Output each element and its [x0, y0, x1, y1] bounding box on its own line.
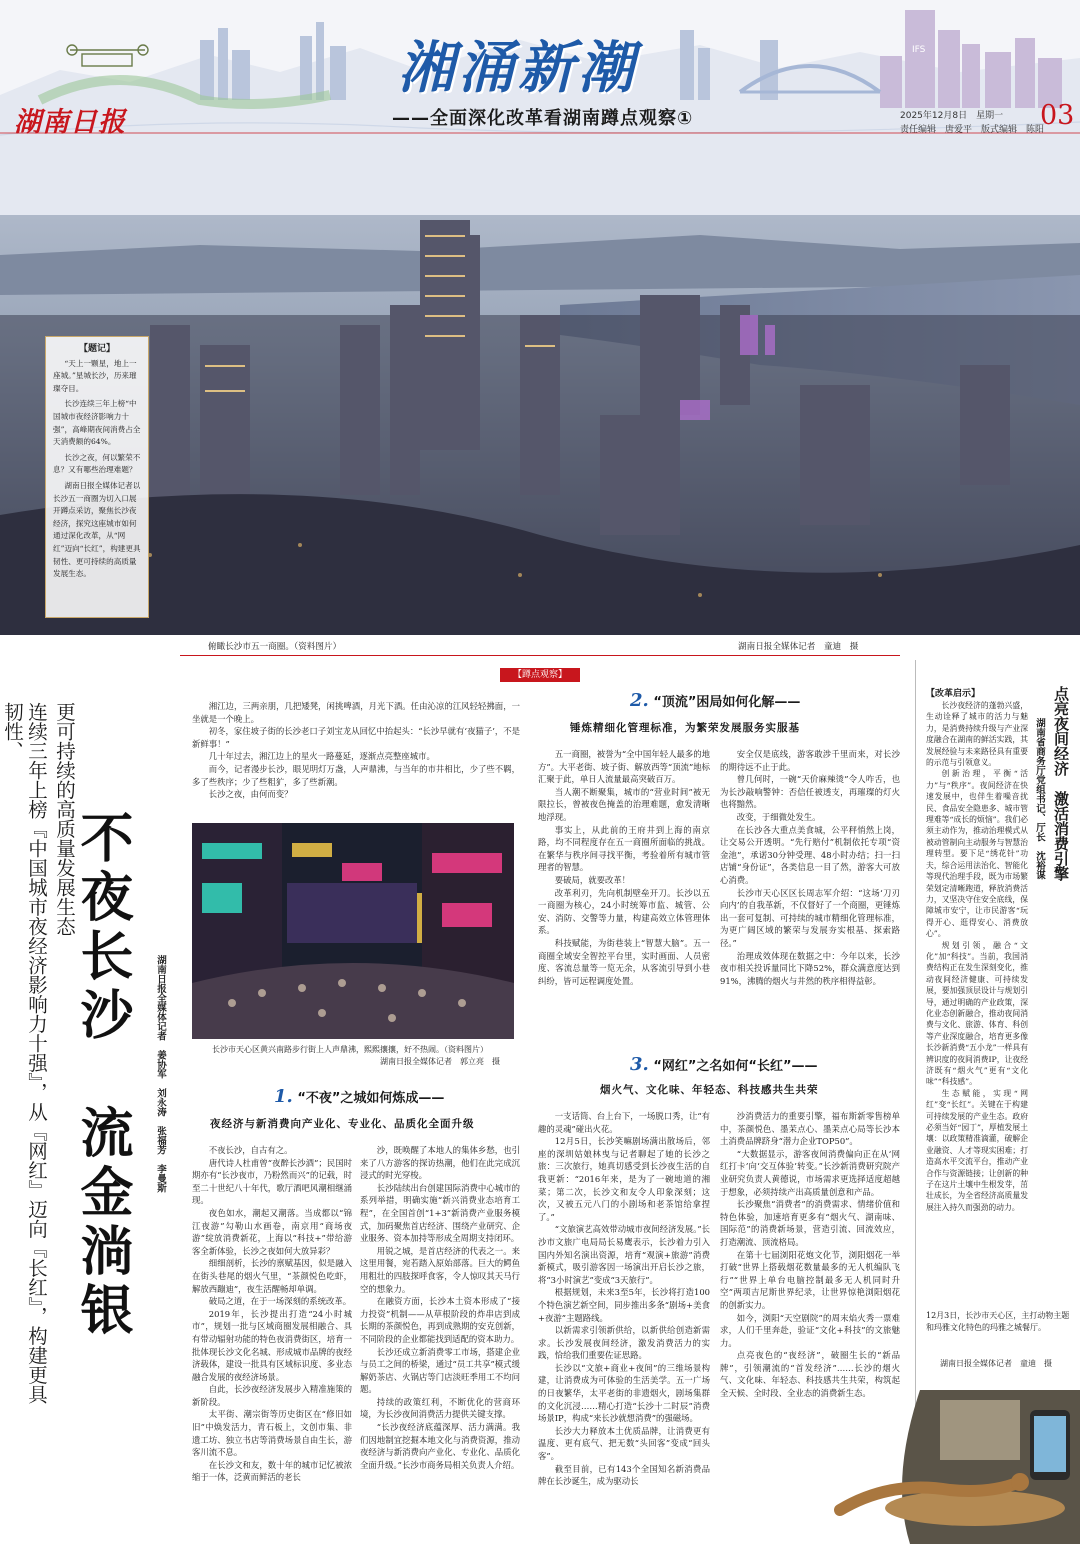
section-number: 3.: [630, 1054, 649, 1075]
body-paragraph: 长沙还成立新消费零工市场，搭建企业与员工之间的桥梁，通过“员工共享”模式缓解奶茶店、火锅店等门店淡旺季用工不均问题。: [360, 1346, 520, 1395]
body-paragraph: 如今，浏阳“天空剧院”的周末焰火秀一票难求，人们千里奔赴，验证“文化+科技”的文旅魅力。: [720, 1312, 900, 1348]
preface-heading: 【题记】: [78, 344, 115, 354]
body-paragraph: 当人潮不断聚集，城市的“营业时间”被无限拉长，曾被夜色掩盖的治理难题，愈发清晰地浮现。: [538, 786, 710, 822]
sidebar-paragraph: 规划引领，融合“文化”加“科技”。当前，我国消费结构正在发生深刻变化，推动夜间经济健康、可持续发展，要加强顶层设计与规划引导，通过明确的产业政策，深化业态创新融合，推动夜间消费与文化、旅游、体育、科创等产业深度融合，培育更多像长沙新消费“五小龙”一样具有辨识度的夜间消费IP，让夜经济既有“烟火气”更有“文化味”“科技感”。: [926, 940, 1028, 1087]
hero-credit: 湖南日报全媒体记者 童迪 摄: [738, 642, 859, 652]
body-paragraph: 持续的政策红利，不断优化的营商环境，为长沙夜间消费活力提供关键支撑。: [360, 1396, 520, 1420]
preface-paragraph: 湖南日报全媒体记者以长沙五一商圈为切入口展开蹲点采访，聚焦长沙夜经济，探究这座城市如何通过深化改革，从“网红”迈向“长红”，构建更具韧性、更可持续的高质量发展生态。: [53, 480, 141, 579]
body-paragraph: 太平街、潮宗街等历史街区在“修旧如旧”中焕发活力，青石板上，文创市集、非遗工坊、独立书店等消费场景自由生长，游客川流不息。: [192, 1409, 352, 1458]
body-paragraph: 在长沙文和友，数十年的城市记忆被浓缩于一体，泛黄而鲜活的老长: [192, 1459, 352, 1483]
headline-subtitle-line-1: 更可持续的高质量发展生态: [53, 702, 76, 936]
body-paragraph: 五一商圈，被誉为“全中国年轻人最多的地方”。大平老街、坡子街、解放西等“顶流”地标汇聚于此，单日人流量最高突破百万。: [538, 749, 710, 785]
body-paragraph: 治理成效体现在数据之中：今年以来，长沙夜市相关投诉量同比下降52%，群众满意度达到91%，沸腾的烟火与井然的秩序相得益彰。: [720, 950, 900, 986]
section-2-heading: [630, 690, 800, 711]
page-number: 03: [1040, 100, 1075, 131]
section-2-subtitle: 锤炼精细化管理标准，为繁荣发展服务实服基: [570, 722, 800, 734]
preface-paragraph: 长沙之夜，何以繁荣不息？又有哪些治理难题？: [53, 452, 141, 475]
byline: 湖南日报全媒体记者 姜协军 刘永涛 张福芳 李曼斯: [155, 955, 166, 1193]
section-number: 1.: [274, 1086, 293, 1107]
hero-caption: 俯瞰长沙市五一商圈。（资料图片）: [208, 642, 342, 652]
body-paragraph: 要破局，就要改革！: [554, 874, 631, 885]
body-paragraph: 在长沙各大重点美食城，公平秤悄然上岗，让交易公开透明。“先行赔付”机制依托专项“资金池”，承诺30分钟受理、48小时办结；扫一扫店铺“身份证”，各类信息一目了然，游客大可放心消费。: [720, 824, 900, 885]
body-paragraph: 破局之道，在于一场深刻的系统改革。: [208, 1296, 352, 1307]
preface-paragraph: “天上一颗星，地上一座城。”星城长沙，历来璀璨夺目。: [53, 358, 137, 393]
street-night-photo: [192, 823, 514, 1039]
main-headline: 不夜长沙 流金淌银: [72, 810, 133, 1341]
editor-credit: 责任编辑 唐爱平 版式编辑 陈阳: [900, 125, 1045, 135]
series-title: ——全面深化改革看湖南蹲点观察①: [392, 108, 694, 129]
lizard-restaurant-photo: [720, 1390, 1080, 1544]
body-paragraph: 截至目前，已有143个全国知名新消费品牌在长沙诞生，成为驱动长: [538, 1463, 710, 1487]
sidebar-photo-caption: 12月3日，长沙市天心区，主打动物主题和玛雅文化特色的玛雅之城餐厅。: [926, 1311, 1070, 1332]
section-title: “顶流”困局如何化解——: [653, 695, 801, 710]
body-paragraph: 用锐之城，是首店经济的代表之一。来这里用餐，宛若踏入原始部落。巨大的鳄鱼用粗壮的四肢探呼食客，令人惊叹其天马行空的想象力。: [360, 1245, 520, 1294]
masthead: [0, 0, 1080, 215]
section-3-column-a: [538, 1110, 710, 1540]
section-1-column-b: [360, 1144, 520, 1471]
body-paragraph: 安全仅是底线，游客敢涉千里而来，对长沙的期待远不止于此。: [720, 749, 900, 772]
preface-box: [45, 336, 149, 618]
body-paragraph: 在第十七届浏阳花炮文化节，浏阳烟花一举打破“世界上搭载烟花数量最多的无人机编队飞行”“世界上单台电脑控制最多无人机同时升空”两项吉尼斯世界纪录，让世界惊艳浏阳烟花的创新实力。: [720, 1249, 900, 1310]
street-photo-credit: 湖南日报全媒体记者 郭立亮 摄: [380, 1057, 500, 1066]
body-paragraph: 点亮夜色的“夜经济”，破圈生长的“新品牌”，引领潮流的“首发经济”……长沙的烟火气、文化味、年轻态、科技感共生共荣，构筑起全天候、全时段、全业态的消费新生态。: [720, 1350, 900, 1399]
column-title: 湘涌新潮: [398, 35, 638, 101]
section-1-heading: [274, 1086, 444, 1107]
hero-photo: [0, 215, 1080, 635]
intro-paragraph: 初冬，家住坡子街的长沙老口子刘宝龙从回忆中抬起头：“长沙早就有‘夜猫子’，不是新鲜事！”: [192, 726, 520, 749]
divider: [180, 655, 900, 656]
body-paragraph: 长沙以“文旅+商业+夜间”的三维场景构建，让消费成为可体验的生活美学。五一广场的日夜繁华，太平老街的非遗烟火，剧场集群的文化沉浸……精心打造“长沙十二时辰”消费场景IP，构成“来长沙就想消费”的强磁场。: [538, 1362, 710, 1424]
headline-subtitle-line-2: 连续三年上榜『中国城市夜经济影响力十强』，从『网红』迈向『长红』，构建更具韧性、: [1, 702, 48, 1404]
city-aerial-photo: [0, 215, 1080, 635]
body-paragraph: 细细剖析，长沙的禀赋基因，似是融入在街头巷尾的烟火气里，“茶颜悦色吃虾，解放西蹦迪”，夜生活醒畅却单调。: [192, 1258, 352, 1294]
sidebar-author: 湖南省商务厅党组书记、厅长 沈裕谋: [1034, 718, 1045, 880]
pedestrian-street-photo: [192, 823, 514, 1039]
street-photo-caption: 长沙市天心区黄兴南路步行街上人声鼎沸，熙熙攘攘，好不热闹。（资料图片）: [212, 1045, 488, 1054]
sidebar-paragraph: 生态赋能，实现“网红”变“长红”。关键在于构建可持续发展的产业生态。政府必须当好“园丁”，厚植发展土壤：以政策精准滴灌，破解企业融资、人才等现实困难；打造高水平交流平台，推动产业合作与资源链接；让创新的种子在这片土壤中生根发芽，茁壮成长，为全省经济高质量发展注入持久而强劲的动力。: [926, 1088, 1028, 1212]
intro-column: [192, 700, 520, 801]
body-paragraph: 事实上，从此前的王府井到上海的南京路，均不同程度存在五一商圈所面临的挑战。在繁华与秩序间寻找平衡，考验着所有城市管理者的智慧。: [538, 824, 710, 873]
intro-paragraph: 几十年过去，湘江边上的星火一路蔓延，逐渐点亮整座城市。: [208, 751, 435, 762]
sidebar-column: [926, 700, 1028, 1270]
intro-paragraph: 湘江边，三两亲朋，几把矮凳，闲挑啤酒，月光下酒。任由沁凉的江风轻轻拂面，一坐就是一个晚上。: [192, 701, 520, 724]
body-paragraph: 唐代诗人杜甫曾“夜醉长沙酒”；民国时期亦有“长沙夜市，乃粉然而兴”的记载，时至二十世纪八十年代，歌厅酒吧风潮相继涌现。: [192, 1157, 352, 1206]
sidebar-tag: 【改革启示】: [926, 689, 981, 699]
body-paragraph: 根据规划，未来3至5年，长沙将打造100个特色演艺新空间，同步推出多条“剧场+美食+夜游”主题路线。: [538, 1287, 710, 1323]
body-paragraph: “文旅演艺高效带动城市夜间经济发展。”长沙市文旅广电局局长易鹰表示，长沙着力引入国内外知名演出资源，培育“观演+旅游”消费新模式，吸引游客因一场演出开启长沙之旅，将“3小时演艺”变成“3天旅行”。: [538, 1224, 710, 1285]
body-paragraph: 长沙大力释放本土优质品牌，让消费更有温度、更有底气、把无数“头回客”变成“回头客”。: [538, 1425, 710, 1462]
body-paragraph: 沙消费活力的重要引擎，福布斯新零售榜单中，茶颜悦色、墨茉点心、墨茉点心局等长沙本土消费品牌跻身“潜力企业TOP50”。: [720, 1111, 900, 1147]
body-paragraph: 夜色如水，潮起又潮落。当成都以“锦江夜游”勾勒山水画卷，南京用“商场夜游”绽放消费新花，上海以“科技+”带给游客全新体验，长沙之夜如何大放异彩？: [192, 1207, 352, 1256]
section-number: 2.: [630, 690, 649, 711]
restaurant-photo: [720, 1390, 1080, 1544]
preface-paragraph: 长沙连续三年上榜“中国城市夜经济影响力十强”，高峰期夜间消费占全天消费额的64%。: [53, 399, 141, 447]
body-paragraph: 自此，长沙夜经济发展步入精准施策的新阶段。: [192, 1384, 352, 1407]
intro-paragraph: 长沙之夜，由何而变？: [208, 789, 293, 800]
section-tag: 【蹲点观察】: [500, 668, 580, 682]
sidebar-photo-credit: 湖南日报全媒体记者 童迪 摄: [940, 1359, 1052, 1368]
sidebar-title: 点亮夜间经济 激活消费引擎: [1052, 686, 1070, 881]
intro-paragraph: 而今，记者漫步长沙，眼见明灯万盏，人声鼎沸，与当年的市井相比，少了些不羁，多了些秩序；少了些粗犷，多了些新潮。: [192, 763, 520, 787]
section-1-column-a: [192, 1144, 352, 1484]
body-paragraph: 2019年，长沙提出打造“24小时城市”，规划一批与区域商圈发展相融合、具有带动辐射功能的特色夜消费街区，培育一批体现长沙文化名城、形成城市品牌的夜经济载体，建设一批具有区域标识度、多业态融合发展的夜经济场景。: [192, 1308, 352, 1382]
section-title: “网红”之名如何“长红”——: [653, 1059, 818, 1074]
body-paragraph: 一支话筒、台上台下，一场脱口秀，让“有趣的灵魂”碰出火花。: [538, 1111, 710, 1134]
body-paragraph: “长沙夜经济底蕴深厚、活力满满。我们因地制宜挖掘本地文化与消费资源，推动夜经济与新消费向产业化、专业化、品质化全面升级。”长沙市商务局相关负责人介绍。: [360, 1422, 520, 1470]
section-3-subtitle: 烟火气、文化味、年轻态、科技感共生共荣: [600, 1084, 819, 1096]
body-paragraph: 沙，既唤醒了本地人的集体乡愁，也引来了八方游客的探访热潮，他们在此完成沉浸式的时光穿梭。: [360, 1145, 520, 1181]
body-paragraph: 科技赋能，为街巷装上“智慧大脑”。五一商圈全域安全智控平台里，实时画面、人员密度、客流总量等一览无余，从客流引导到小巷纠纷，皆可远程调度处置。: [538, 937, 710, 986]
body-paragraph: 改革利刃，先向机制壁垒开刀。长沙以五一商圈为核心，24小时统筹市监、城管、公安、消防、交警等力量，构建高效立体管理体系。: [538, 887, 710, 936]
issue-date: 2025年12月8日 星期一: [900, 111, 1004, 121]
body-paragraph: 12月5日，长沙笑嘛剧场满出散场后，邻座的深圳姑娘林曳与记者聊起了她的长沙之旅：三次旅行，她真切感受到长沙夜生活的自我更新：“2016年来，是为了一碗地道的湘菜；第二次，长沙文和友令人印象深刻；这次，又被五元八门的小剧场和老茶馆给拿捏了。”: [538, 1136, 710, 1222]
body-paragraph: 不夜长沙，自古有之。: [208, 1145, 293, 1155]
body-paragraph: 以新需求引领新供给，以新供给创造新需求。长沙发展夜间经济，激发消费活力的实践，恰给我们重要佐证思路。: [538, 1325, 710, 1361]
body-paragraph: 长沙聚焦“消费者”的消费需求、情绪价值和特色体验，加速培育更多有“烟火气、湖南味、国际范”的消费新场景，营造引流、回流效应，打造潮流、顶流格局。: [720, 1199, 900, 1247]
section-1-subtitle: 夜经济与新消费向产业化、专业化、品质化全面升级: [210, 1118, 475, 1130]
section-3-heading: [630, 1054, 818, 1075]
section-3-column-b: [720, 1110, 900, 1399]
sidebar-paragraph: 创新治理，平衡“活力”与“秩序”。夜间经济在快速发展中，也伴生着噪音扰民、食品安全隐患多、城市管理难等“成长的烦恼”。我们必须主动作为，推动治理模式从被动管制向主动服务与智慧治理转型。要下足“绣花针”功夫，综合运用法治化、智能化等现代治理手段，既为市场繁荣划定清晰跑道，释放消费活力，又坚决守住安全底线，保障城市安宁，让市民游客“玩得开心、逛得安心、消费放心”。: [926, 769, 1028, 939]
body-paragraph: 长沙市天心区区长周志军介绍：“这场‘刀刃向内’的自我革新，不仅督好了一个商圈，更锤炼出一套可复制、可持续的城市精细化管理标准，为更广阔区域的繁荣与发展夯实根基、探索路径。”: [720, 887, 900, 948]
body-paragraph: 曾几何时，一碗“天价麻辣烫”令人咋舌，也为长沙敲响警钟：否信任被透支，再璀璨的灯火也将黯然。: [720, 774, 900, 810]
newspaper-logo: 湖南日报: [14, 107, 126, 138]
body-paragraph: 改变，于细微处发生。: [736, 811, 821, 822]
body-paragraph: 长沙陆续出台创建国际消费中心城市的系列举措，明确实施“新兴消费业态培育工程”，在全国首创“1+3”新消费产业服务模式，加码聚焦首店经济、围绕产业研究、企业服务、资本加持等形成全周期支持闭环。: [360, 1182, 520, 1244]
svg-text:IFS: IFS: [912, 45, 926, 55]
body-paragraph: “大数据显示，游客夜间消费偏向正在从‘网红打卡’向‘交互体验’转变。”长沙新消费研究院产业研究负责人黄德说，市场需求更选择适度超越于想象，必须持续产出高质量创意和产品。: [720, 1148, 900, 1197]
section-title: “不夜”之城如何炼成——: [297, 1091, 445, 1106]
body-paragraph: 在融资方面，长沙本土资本形成了“接力投资”机制——从草根阶段的炸串店到成长期的茶颜悦色，再到成熟期的安克创新，不同阶段的企业都能找到适配的资本助力。: [360, 1296, 520, 1344]
section-2-column-a: [538, 748, 710, 987]
section-2-column-b: [720, 748, 900, 987]
sidebar-paragraph: 长沙夜经济的蓬勃兴盛，生动诠释了城市的活力与魅力，是消费持续升级与产业深度融合在湖南的鲜活实践，其发展经验与未来路径具有重要的示范与引领意义。: [926, 701, 1028, 768]
